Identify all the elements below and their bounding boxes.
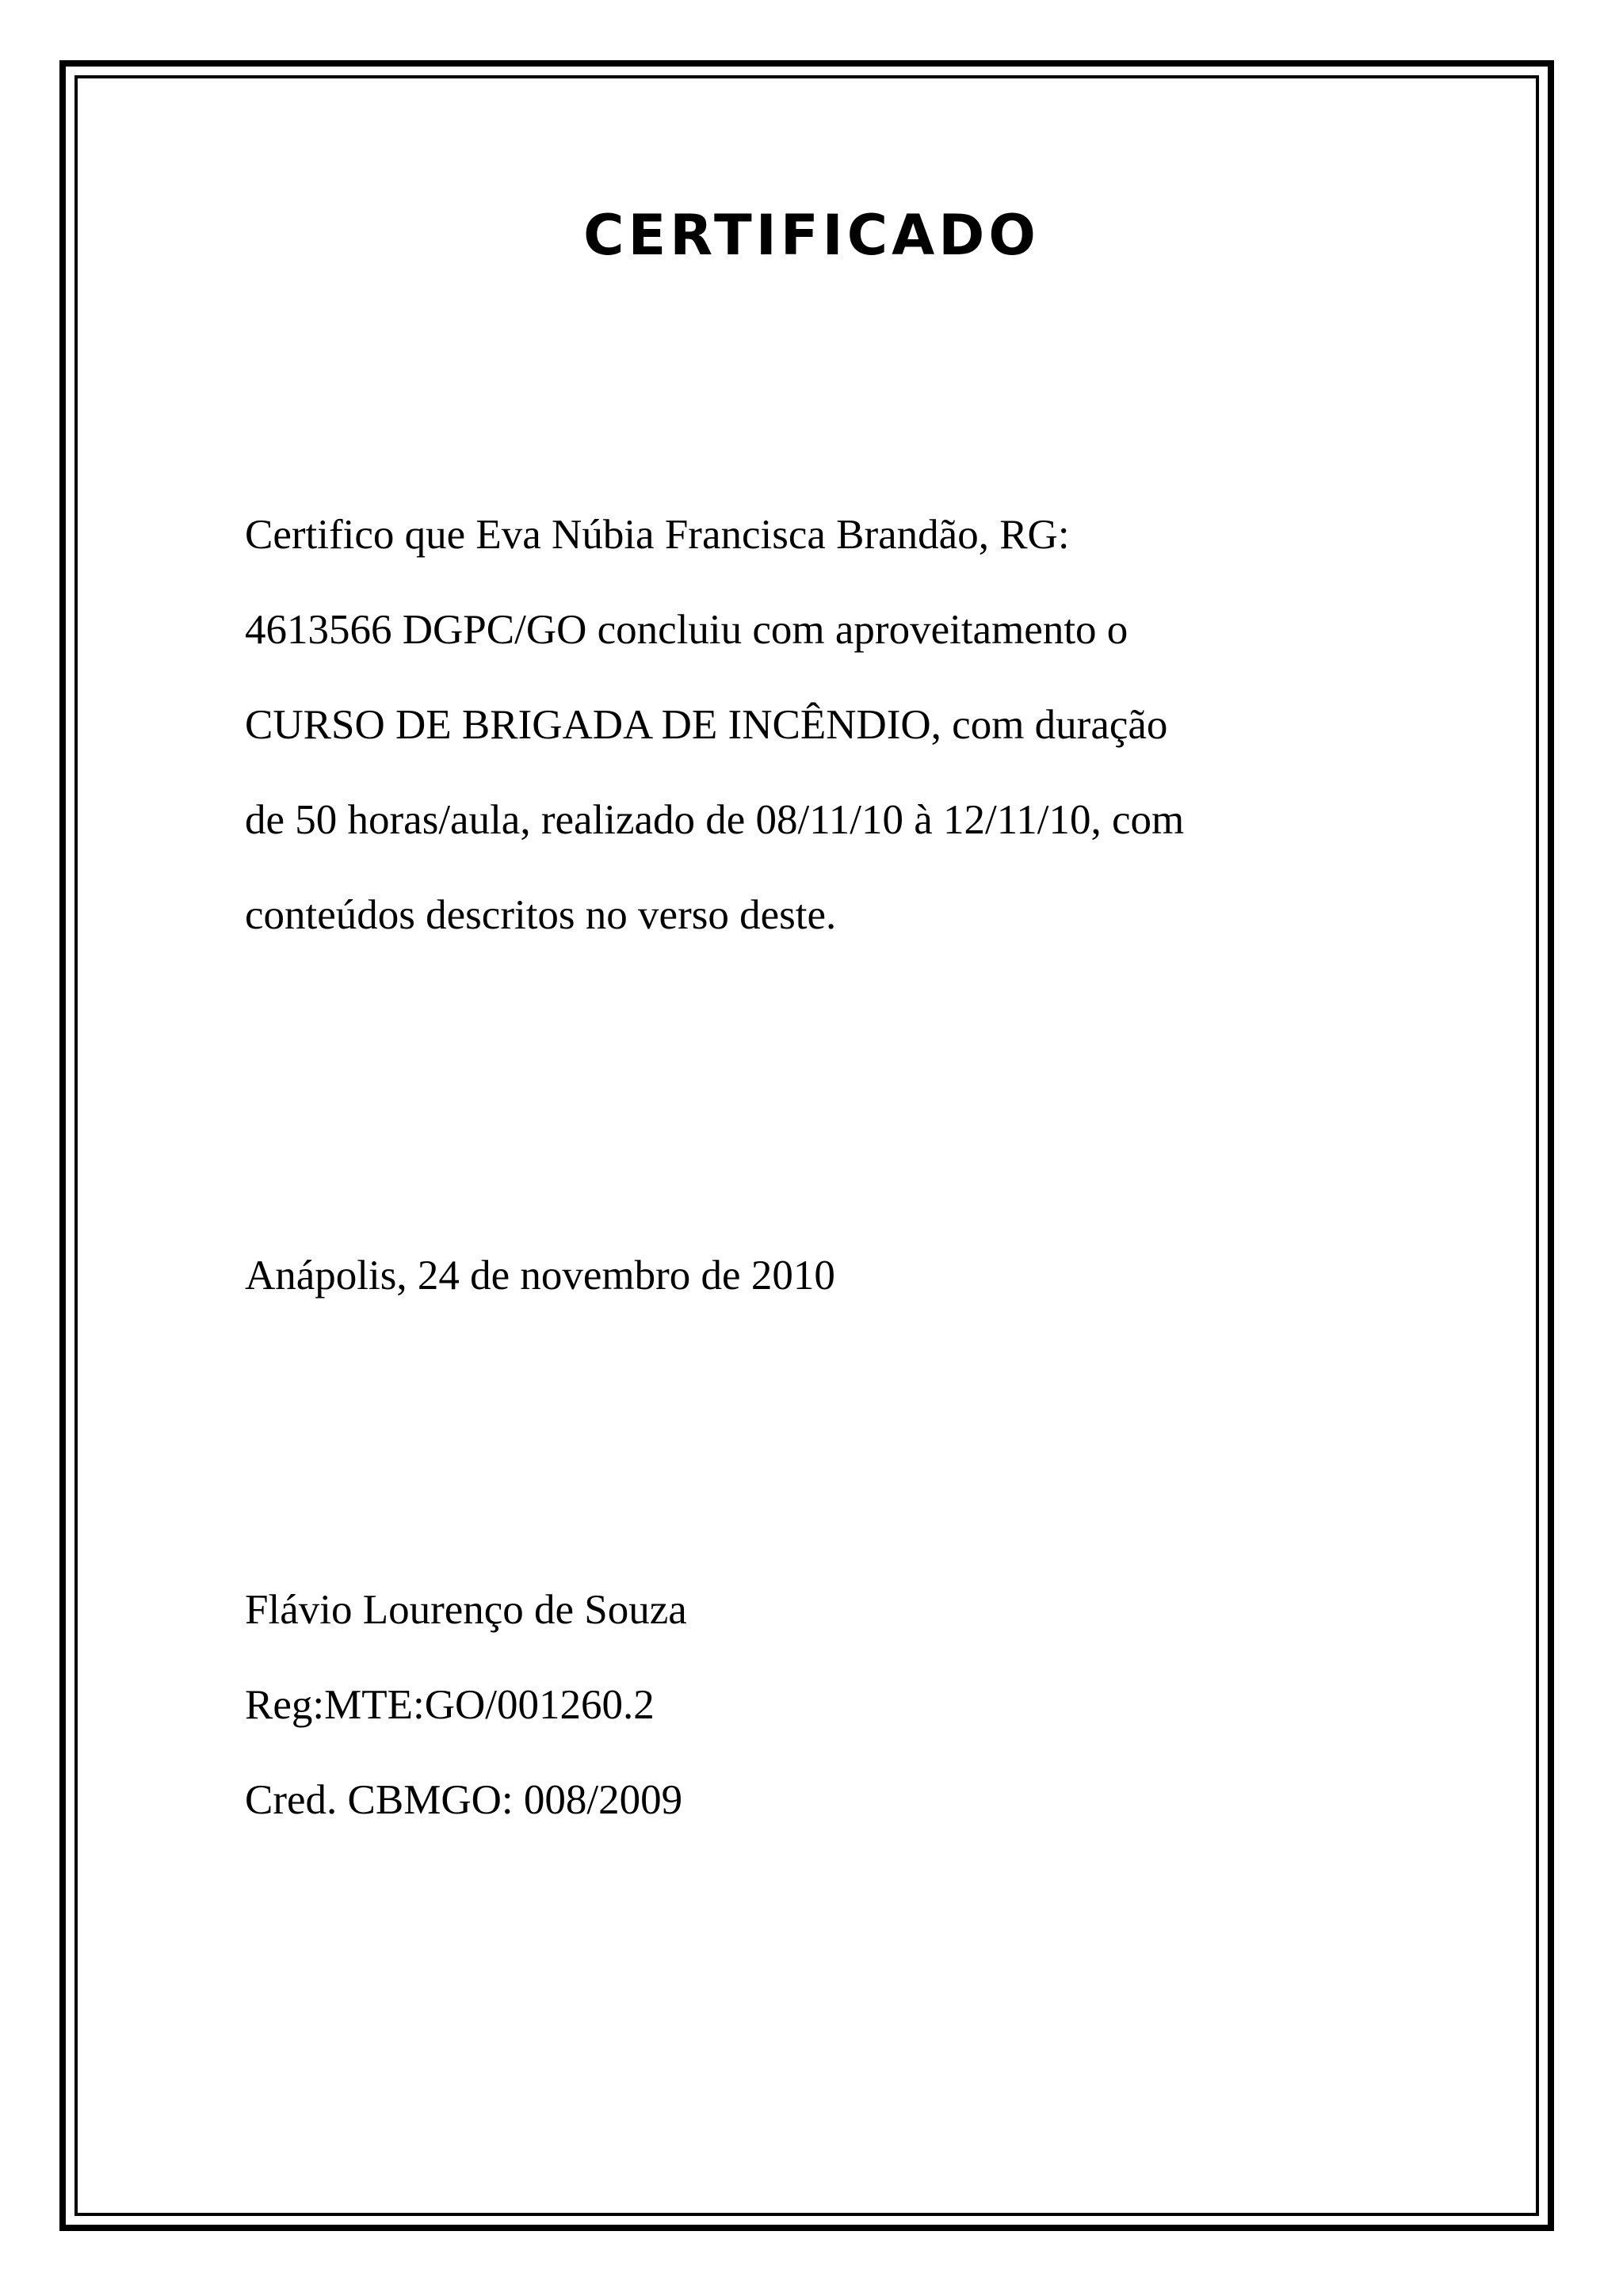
certificate-body <box>245 463 1402 986</box>
body-line: de 50 horas/aula, realizado de 08/11/10 à 12/11/10, com <box>245 797 1185 843</box>
signer-registration: Reg:MTE:GO/001260.2 <box>245 1682 655 1728</box>
inner-border <box>74 75 1539 2216</box>
body-line: CURSO DE BRIGADA DE INCÊNDIO, com duração <box>245 702 1168 748</box>
place-and-date: Anápolis, 24 de novembro de 2010 <box>245 1253 835 1299</box>
body-line: Certifico que Eva Núbia Francisca Brandão, RG: <box>245 512 1070 558</box>
signature-block <box>245 1539 1402 1871</box>
signer-credential: Cred. CBMGO: 008/2009 <box>245 1777 683 1823</box>
body-line: 4613566 DGPC/GO concluiu com aproveitamento o <box>245 607 1128 653</box>
certificate-title: CERTIFICADO <box>583 203 1040 268</box>
signer-name: Flávio Lourenço de Souza <box>245 1587 687 1633</box>
body-line: conteúdos descritos no verso deste. <box>245 892 837 938</box>
